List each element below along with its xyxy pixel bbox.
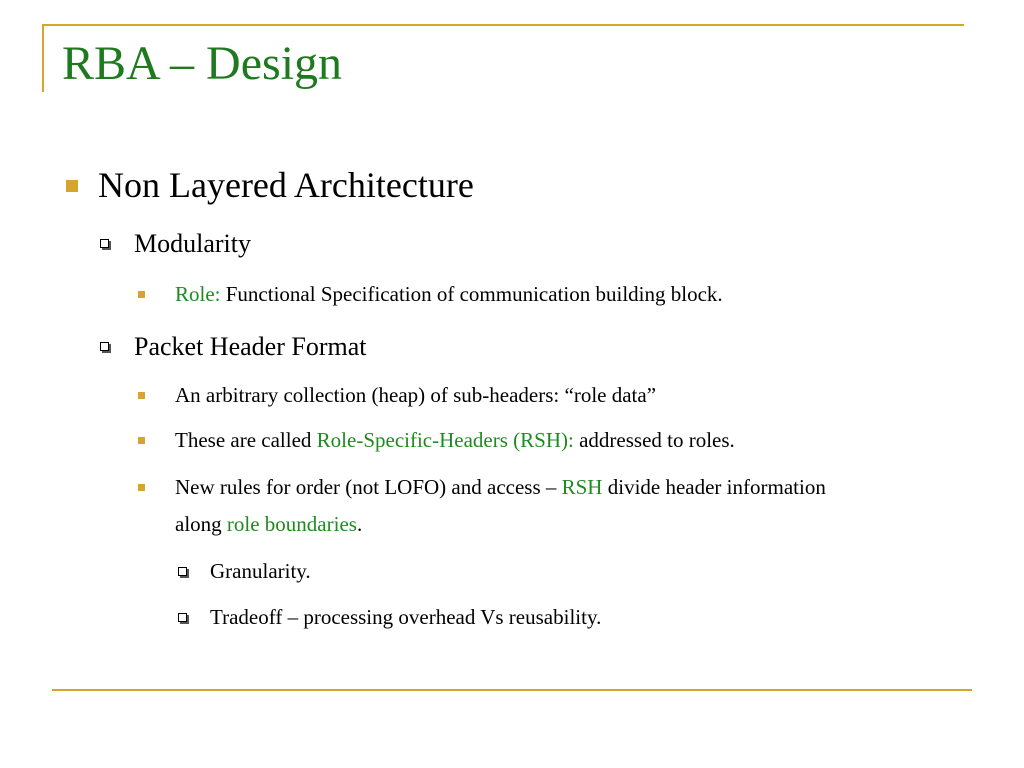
role-label: Role: (175, 282, 221, 306)
rsh-post: addressed to roles. (573, 428, 735, 452)
left-rule (42, 24, 44, 92)
hollow-square-bullet-icon (178, 567, 187, 576)
square-bullet-icon (138, 437, 145, 444)
square-bullet-icon (66, 180, 78, 192)
square-bullet-icon (138, 392, 145, 399)
square-bullet-icon (138, 291, 145, 298)
granularity-text: Granularity. (210, 559, 311, 583)
level1-text: Non Layered Architecture (98, 165, 474, 205)
rsh-term: Role-Specific-Headers (RSH): (316, 428, 574, 452)
hollow-square-bullet-icon (100, 342, 109, 351)
hollow-square-bullet-icon (100, 239, 109, 248)
square-bullet-icon (138, 484, 145, 491)
rules2-post: . (356, 512, 363, 536)
modularity-text: Modularity (134, 229, 251, 258)
rsh-line (175, 425, 735, 455)
rsh-pre: These are called (175, 428, 317, 452)
rules2-pre: along (175, 512, 227, 536)
rules-pre: New rules for order (not LOFO) and access – (175, 475, 562, 499)
rules-rsh: RSH (561, 475, 603, 499)
role-line (175, 279, 723, 309)
tradeoff-text: Tradeoff – processing overhead Vs reusability. (210, 605, 602, 629)
role-text: Functional Specification of communication building block. (220, 282, 723, 306)
packet-header-text: Packet Header Format (134, 332, 367, 361)
rules-post: divide header information (602, 475, 826, 499)
heap-line: An arbitrary collection (heap) of sub-headers: “role data” (175, 383, 657, 407)
slide-title: RBA – Design (62, 37, 343, 90)
top-rule (42, 24, 964, 26)
hollow-square-bullet-icon (178, 613, 187, 622)
rules2-green: role boundaries (226, 512, 357, 536)
rules-line-2 (175, 509, 362, 539)
bottom-rule (52, 689, 972, 691)
rules-line (175, 472, 826, 502)
